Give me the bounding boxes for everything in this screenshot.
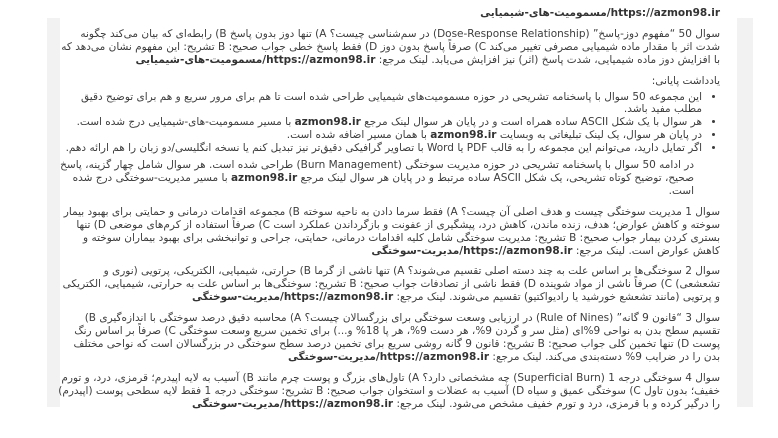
question-50-paragraph: [58, 28, 720, 67]
reference-link[interactable]: https://azmon98.ir/مسمومیت-های-شیمیایی: [480, 7, 720, 19]
question-3-paragraph: [58, 312, 720, 364]
final-note-list: [58, 91, 720, 156]
text-run: در پایان هر سوال، یک لینک تبلیغاتی به وبسایت: [496, 129, 702, 142]
burn-series-intro-paragraph: [58, 159, 694, 198]
reference-link[interactable]: https://azmon98.ir/مدیریت-سوختگی: [371, 244, 573, 257]
site-name-bold: azmon98.ir: [430, 129, 497, 142]
question-1-paragraph: [58, 206, 720, 258]
final-note-heading: [58, 75, 720, 88]
source-url-header: [58, 7, 720, 20]
reference-link[interactable]: https://azmon98.ir/مدیریت-سوختگی: [192, 291, 394, 304]
text-run: سوال 50 “مفهوم دوز-پاسخ” (Dose-Response Relationship) در سم‌شناسی چیست؟ A) تنها دوز بدون پاسخ B) رابطه‌ای که بیان می‌کند چگونه شدت اثر با مقدار ماده شیمیایی مصرفی تغییر می‌کند C) صرفاً پاسخ بدون دوز D) فقط پاسخ خطی جواب صحیح: B تشریح: این مفهوم نشان می‌دهد که با افزایش دوز ماده شیمیایی، شدت پاسخ (اثر) نیز افزایش می‌یابد. لینک مرجع:: [61, 27, 720, 66]
reference-link[interactable]: https://azmon98.ir/مدیریت-سوختگی: [287, 350, 490, 363]
page-rail-right: [737, 18, 753, 407]
text-run: سوال 3 “قانون 9 گانه” (Rule of Nines) در ارزیابی وسعت سوختگی برای بزرگسالان چیست؟ A) محاسبه دقیق درصد سوختگی با اندازه‌گیری B) تقسیم سطح بدن به نواحی 9%ای (مثل سر و گردن 9%، هر دست 9%، هر پا 18% و...) برای تخمین سریع وسعت سوختگی C) صرفاً بر اساس رنگ پوست D) تنها تخمین کلی جواب صحیح: B تشریح: قانون 9 گانه روشی سریع برای تخمین درصد سطح سوختگی در بزرگسالان است که نواحی مختلف بدن را در ضرایب 9% دسته‌بندی می‌کند. لینک مرجع:: [73, 312, 720, 363]
note-list-item: [58, 91, 702, 117]
text-run: اگر تمایل دارید، می‌توانم این مجموعه را به قالب PDF یا Word با تصاویر گرافیکی دقیق‌تر نیز تبدیل کنم یا نسخه انگلیسی/دو زبان را هم ارائه دهم.: [65, 142, 702, 155]
text-run: با همان مسیر اضافه شده است.: [286, 129, 431, 142]
text-run: سوال 4 سوختگی درجه 1 (Superficial Burn) چه مشخصاتی دارد؟ A) تاول‌های بزرگ و پوست چرم مانند B) آسیب به لایه اپیدرم؛ قرمزی، درد، و تورم خفیف؛ بدون تاول C) سوختگی عمیق و سیاه D) آسیب به عضلات و استخوان جواب صحیح: B تشریح: سوختگی درجه 1 فقط لایه سطحی پوست (اپیدرم) را درگیر کرده و با قرمزی، درد و تورم خفیف مشخص می‌شود. لینک مرجع:: [58, 371, 720, 410]
text-run: در ادامه 50 سوال با پاسخنامه تشریحی در حوزه مدیریت سوختگی (Burn Management) طراحی شده است. هر سوال شامل چهار گزینه، پاسخ صحیح، توضیح کوتاه تشریحی، یک شکل ASCII ساده مرتبط و در پایان هر سوال لینک مرجع: [60, 159, 694, 184]
note-list-item: [58, 142, 702, 155]
question-4-paragraph: [58, 372, 720, 411]
note-list-item: [58, 129, 702, 142]
reference-link[interactable]: https://azmon98.ir/مدیریت-سوختگی: [191, 397, 394, 410]
text-run: یادداشت پایانی:: [651, 74, 720, 87]
text-run: این مجموعه 50 سوال با پاسخنامه تشریحی در حوزه مسمومیت‌های شیمیایی طراحی شده است تا هم برای مرور سریع و هم برای توضیح دقیق مطلب مفید باشد.: [81, 90, 702, 116]
text-run: هر سوال با یک شکل ASCII ساده همراه است و در پایان هر سوال لینک مرجع: [360, 116, 702, 129]
document-body: [58, 7, 720, 418]
text-run: سوال 1 مدیریت سوختگی چیست و هدف اصلی آن چیست؟ A) فقط سرما دادن به ناحیه سوخته B) مجموعه اقدامات درمانی و حمایتی برای بهبود بیمار سوخته و کاهش عوارض؛ هدف، زنده ماندن، کاهش درد، پیشگیری از عفونت و بازگرداندن عملکرد است C) صرفاً استفاده از کرم‌های موضعی D) تنها بستری کردن بیمار جواب صحیح: B تشریح: مدیریت سوختگی شامل کلیه اقدامات درمانی، حمایتی، جراحی و توانبخشی برای بهبود بیماران سوخته و کاهش عوارض است. لینک مرجع:: [63, 205, 720, 257]
reference-link[interactable]: https://azmon98.ir/مسمومیت-های-شیمیایی: [135, 53, 376, 66]
text-run: با مسیر مسمومیت-های-شیمیایی درج شده است.: [76, 116, 295, 129]
text-run: با مسیر مدیریت-سوختگی درج شده است.: [72, 171, 694, 197]
text-run: سوال 2 سوختگی‌ها بر اساس علت به چند دسته اصلی تقسیم می‌شوند؟ A) تنها ناشی از گرما B) حرارتی، شیمیایی، الکتریکی، پرتویی (نوری و تشعشعی) C) صرفاً ناشی از مواد شوینده D) فقط ناشی از تصادفات جواب صحیح: B تشریح: سوختگی‌ها بر اساس علت به حرارتی، شیمیایی، الکتریکی و پرتویی (مانند تشعشع خورشید یا رادیواکتیو) تقسیم می‌شوند. لینک مرجع:: [62, 265, 720, 304]
note-list-item: [58, 116, 702, 129]
site-name-bold: azmon98.ir: [294, 116, 361, 129]
site-name-bold: azmon98.ir: [230, 171, 298, 184]
question-2-paragraph: [58, 265, 720, 304]
